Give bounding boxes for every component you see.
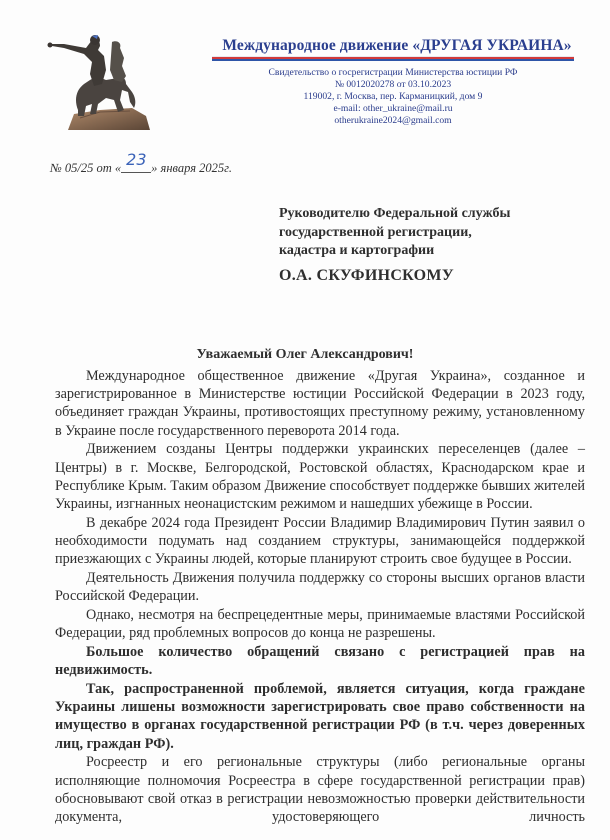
addressee-line: Руководителю Федеральной службы: [279, 206, 511, 221]
paragraph: Однако, несмотря на беспрецедентные меры, принимаемые властями Российской Федерации, ряд проблемных вопросов до конца не разрешены.: [55, 607, 585, 642]
paragraph: Международное общественное движение «Другая Украина», созданное и зарегистрированное в Министерстве юстиции Российской Федерации в 2023 году, объединяет граждан Украины, противостоящих преступному режиму, установленному в Украине после государственного переворота 2014 года.: [55, 368, 585, 439]
paragraph: Движением созданы Центры поддержки украинских переселенцев (далее – Центры) в г. Москве, Белгородской, Ростовской областях, Краснодарском крае и Республике Крым. Таким образом Движение способствует поддержке бывших жителей Украины, изгнанных неонацистским режимом и нашедших убежище в России.: [55, 441, 585, 513]
equestrian-statue-logo-icon: [40, 26, 152, 132]
paragraph-bold: Так, распространенной проблемой, является ситуация, когда граждане Украины лишены возможности зарегистрировать свое право собственности на имущество в органах государственной регистрации РФ (в т.ч. через доверенных лиц, граждан РФ).: [55, 681, 585, 752]
registration-info: [212, 67, 574, 127]
paragraph: В декабре 2024 года Президент России Владимир Владимирович Путин заявил о необходимости подумать над созданием структуры, занимающейся поддержкой приезжающих с Украины людей, которые планируют строить свое будущее в России.: [55, 514, 585, 568]
outgoing-number: № 05/25 от «: [50, 161, 122, 175]
email-primary: e-mail: other_ukraine@mail.ru: [333, 103, 453, 114]
addressee-line: кадастра и картографии: [279, 243, 435, 258]
registration-number: № 0012020278 от 03.10.2023: [334, 79, 452, 90]
paragraph: Деятельность Движения получила поддержку со стороны высших органов власти Российской Федерации.: [55, 570, 585, 605]
date-day-blank: [121, 150, 151, 173]
registration-certificate: Свидетельство о госрегистрации Министерства юстиции РФ: [268, 67, 518, 78]
letter-body: [55, 367, 585, 826]
handwritten-day: 23: [126, 150, 147, 169]
outgoing-month-year: » января 2025г.: [151, 161, 233, 175]
salutation: Уважаемый Олег Александрович!: [196, 347, 414, 362]
flag-stripe-blue: [212, 59, 574, 61]
paragraph: Росреестр и его региональные структуры (либо региональные органы исполняющие полномочия Росреестра в сфере государственной регистрации прав) обосновывают свой отказ в регистрации невозможностью проверки действительности документа, удостоверяющего личность: [55, 754, 585, 826]
outgoing-reference: [50, 150, 233, 176]
organization-title: Международное движение «ДРУГАЯ УКРАИНА»: [222, 37, 572, 54]
email-secondary: otherukraine2024@gmail.com: [334, 115, 452, 126]
paragraph-bold: Большое количество обращений связано с регистрацией прав на недвижимость.: [55, 644, 585, 679]
addressee-name: О.А. СКУФИНСКОМУ: [279, 266, 454, 284]
addressee-block: [279, 205, 510, 285]
addressee-line: государственной регистрации,: [279, 224, 472, 240]
postal-address: 119002, г. Москва, пер. Карманицкий, дом 9: [303, 91, 483, 102]
